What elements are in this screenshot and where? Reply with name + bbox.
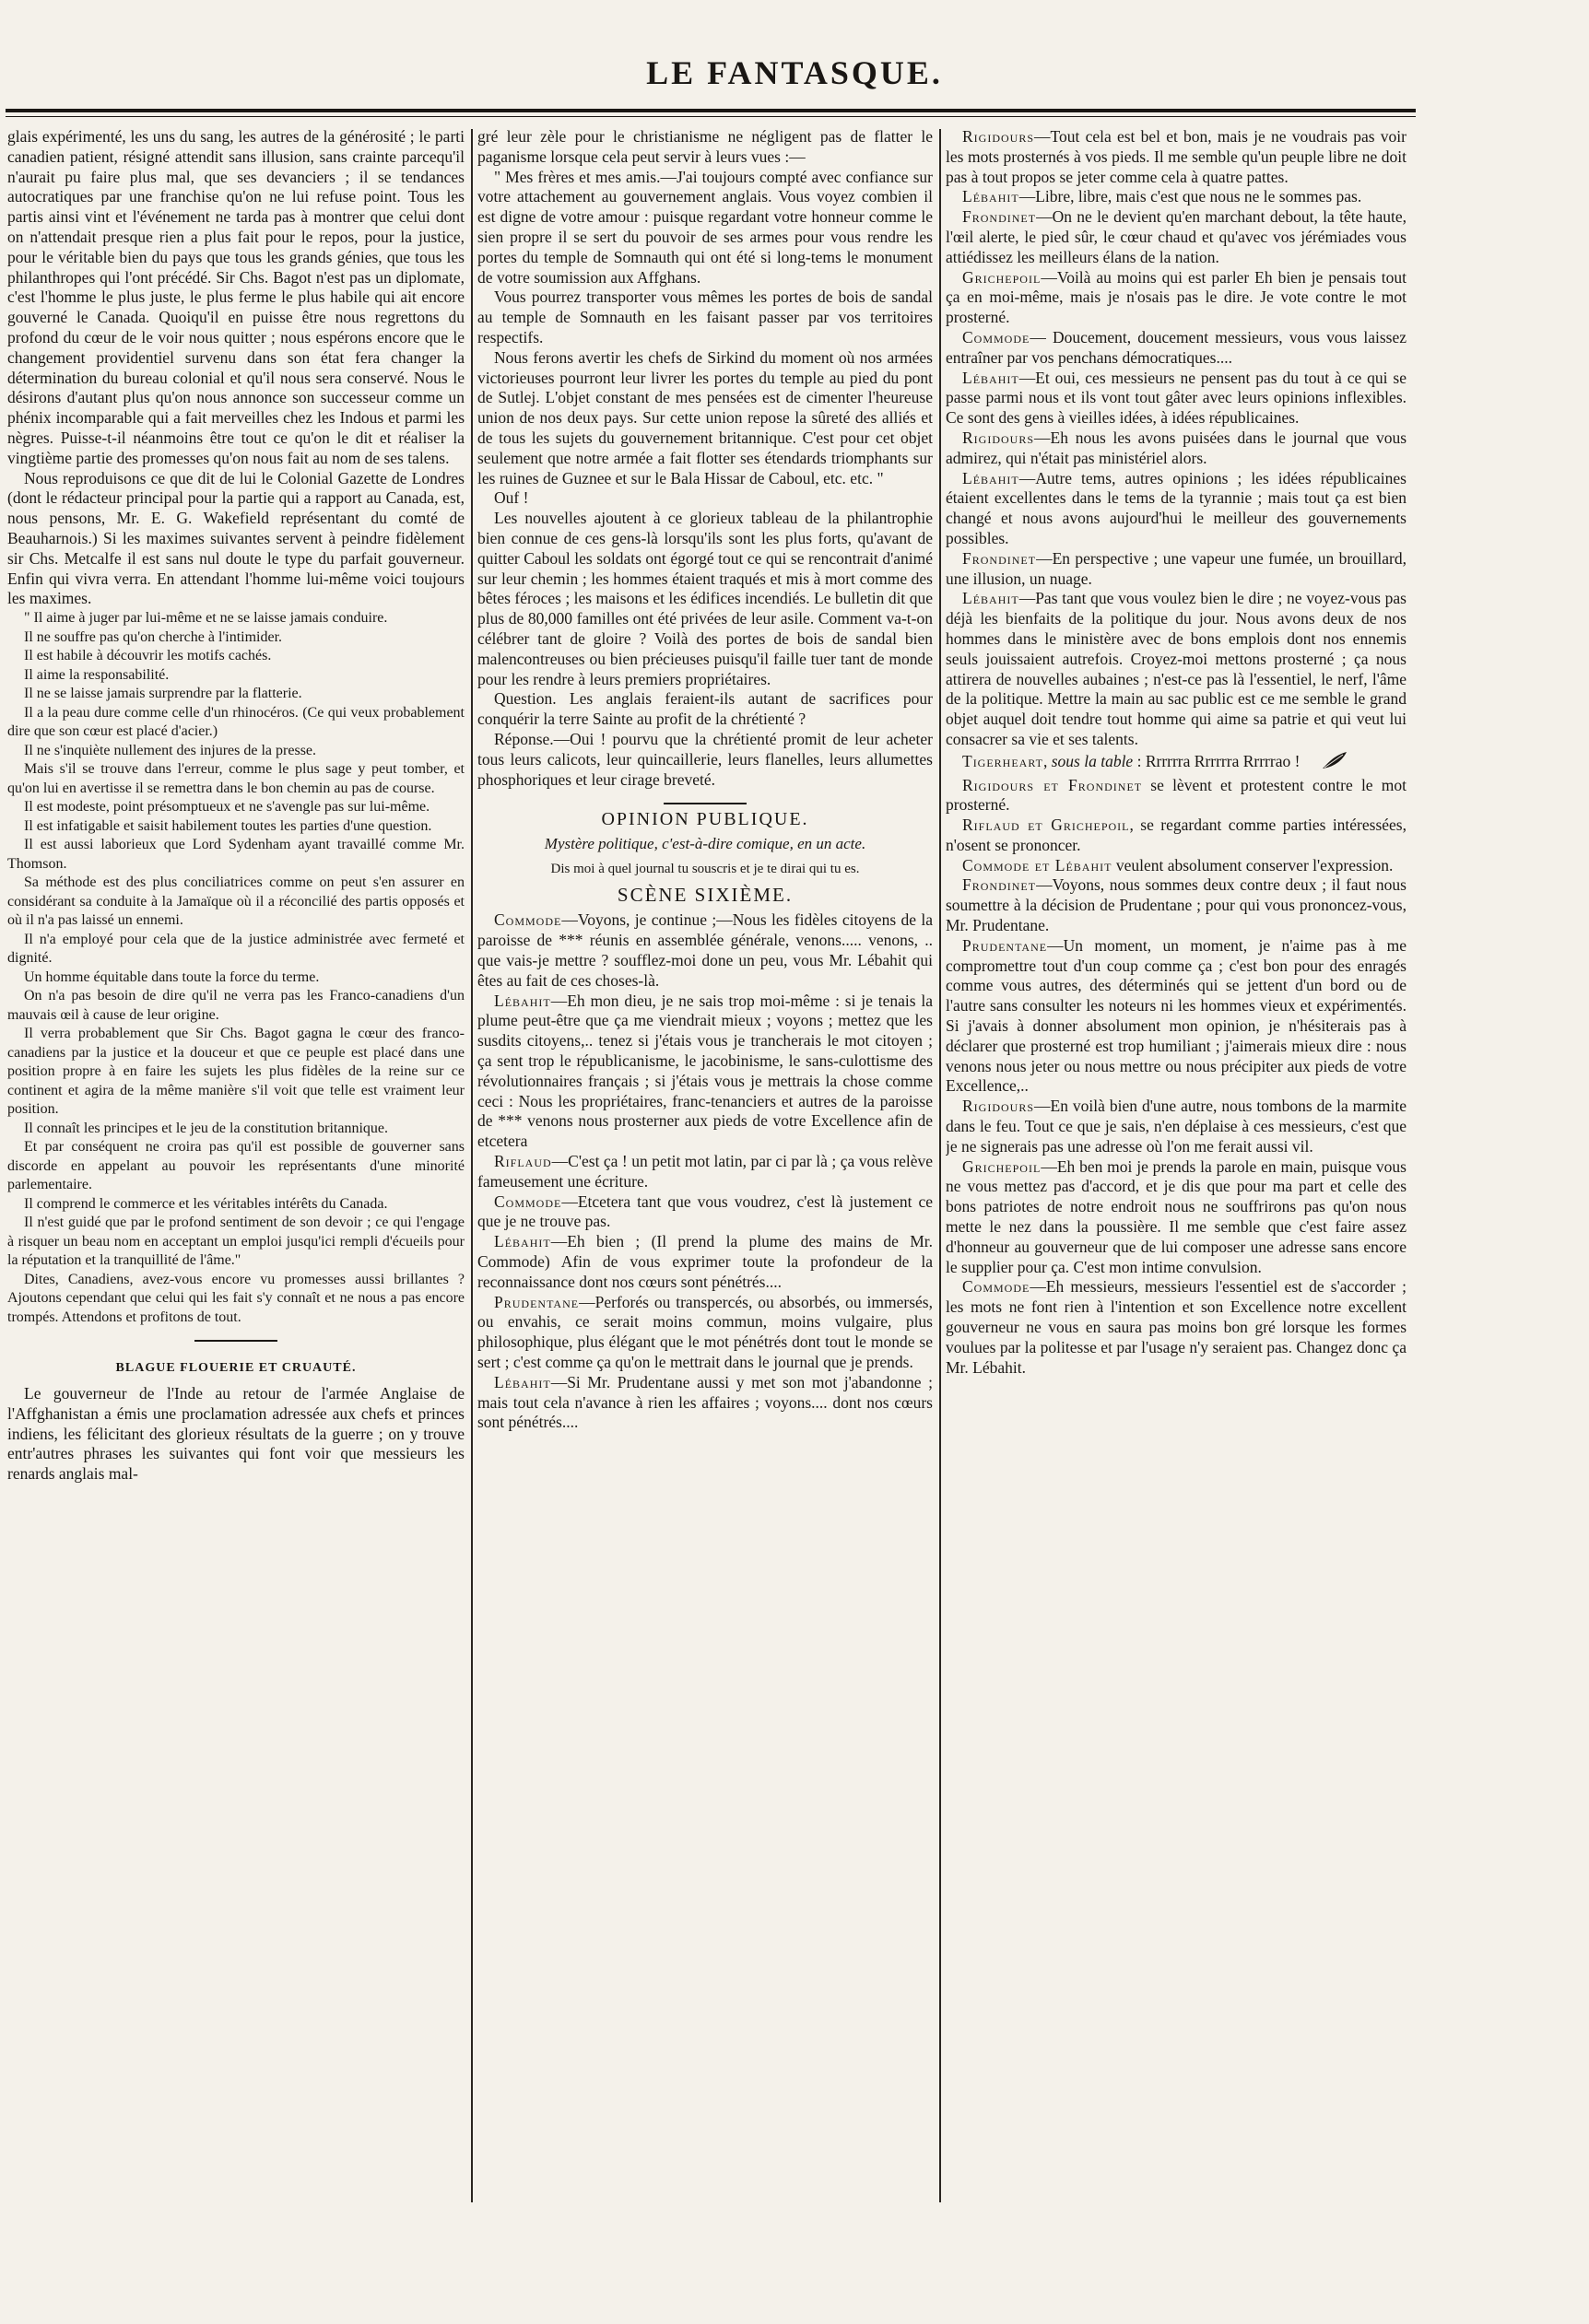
dialogue-text: —Libre, libre, mais c'est que nous ne le sommes pas. [1018, 187, 1362, 206]
maxim: Il n'est guidé que par le profond sentiment de son devoir ; ce qui l'engage à risquer un beau nom en acceptant un emploi jusqu'ici rempli d'écueils pour la réputation et la tranquillité de l'âme." [7, 1215, 465, 1269]
speaker-name: Lébahit [494, 991, 551, 1010]
speaker-name: Rigidours [962, 127, 1035, 146]
paragraph: Le gouverneur de l'Inde au retour de l'armée Anglaise de l'Affghanistan a émis une proclamation adressée aux chefs et princes indiens, les félicitant des glorieux résultats de la guerre ; on y trouve entr'autres phrases les suivantes qui font voir que messieurs les renards anglais mal- [7, 1383, 465, 1484]
maxim: Il connaît les principes et le jeu de la constitution britannique. [24, 1120, 388, 1136]
paragraph: " Mes frères et mes amis.—J'ai toujours compté avec confiance sur votre attachement au gouvernement anglais. Vous voyez combien il est digne de votre amour : puisque regardant votre honneur comme le sien propre il se sert du pouvoir de ses armes pour vous rendre les portes du temple de Somnauth qui ont été si long-tems le monument de votre soumission aux Affghans. [477, 167, 933, 287]
dialogue-line [477, 910, 933, 991]
paragraph: Réponse.—Oui ! pourvu que la chrétienté promit de leur acheter tous leurs calicots, leur quincaillerie, leurs flanelles, leurs allumettes phosphoriques et leur cirage breveté. [477, 729, 933, 789]
paragraph: glais expérimenté, les uns du sang, les autres de la générosité ; le parti canadien patient, résigné attendit sans illusion, sans crainte parcequ'il n'aurait pu faire plus mal, que ses devanciers ; il se tendances autocratiques par une franchise qu'on ne lui refuse point. Tous les partis ainsi vint et l'événement ne tarda pas à montrer que celui dont on n'attendait presque rien a plus fait pour le repos, pour la justice, pour le véritable bien du pays que tous les grands génies, que tous les philanthropes qui l'ont précédé. Sir Chs. Bagot n'est pas un diplomate, c'est l'homme le plus juste, le plus ferme le plus habile qui ait encore gouverné le Canada. Quoiqu'il en puisse être nous regrettons du profond du cœur de le voir nous quitter ; nous espérons encore que le changement providentiel survenu dans son état fera changer la détermination du bureau colonial et qu'il nous sera conservé. Nous le désirons d'autant plus qu'on nous annonce son successeur comme un phénix incomparable qui a fait merveilles chez les Indous et parmi les nègres. Puisse-t-il néanmoins être tout ce qu'on le dit et réaliser la vingtième partie des promesses qu'on nous fait au nom de ses talens. [7, 127, 465, 467]
dialogue-text: —On ne le devient qu'en marchant debout, la tête haute, l'œil alerte, le pied sûr, le cœur chaud et qu'avec vos jérémiades vous attiédissez les meilleurs élans de la nation. [946, 207, 1407, 266]
speaker-name: Commode et Lébahit [962, 855, 1112, 874]
dialogue-line [946, 469, 1407, 549]
speaker-name: Lébahit [962, 468, 1019, 487]
speaker-name: Riflaud [494, 1152, 552, 1171]
maxim: Mais s'il se trouve dans l'erreur, comme le plus sage y peut tomber, et qu'on lui en avertisse il se remettra dans le bon chemin au pas de course. [7, 761, 465, 796]
maxim: Sa méthode est des plus conciliatrices comme on peut s'en assurer en considérant sa conduite à la Jamaïque où il a réconcilié des partis opposés et où il n'a pas laissé un ennemi. [7, 874, 465, 929]
dialogue-text: —C'est ça ! un petit mot latin, par ci par là ; ça vous relève fameusement une écriture. [477, 1152, 933, 1191]
dialogue-line [477, 1373, 933, 1433]
opinion-title: OPINION PUBLIQUE. [601, 809, 809, 830]
dialogue-text: —Tout cela est bel et bon, mais je ne voudrais pas voir les mots prosternés à vos pieds. Il me semble qu'un peuple libre ne doit pas à tout propos se jeter comme cela à quatre pattes. [946, 127, 1407, 186]
dialogue-text: —Un moment, un moment, je n'aime pas à me compromettre tout d'un coup comme ça ; c'est bon pour des enragés comme vous autres, des déterminés qui se jettent d'un bord ou de l'autre sans consulter les noteurs ni les hommes vieux et expérimentés. Si j'avais à donner absolument mon opinion, je n'hésiterais pas à déclarer que prosterné est trop humiliant ; j'aimerais mieux dire : nous venons nous jeter ou nous mettre ou nous précipiter aux pieds de votre Excellence,.. [946, 935, 1407, 1096]
dialogue-line [946, 1277, 1407, 1378]
dialogue-line [946, 428, 1407, 469]
maxim: Il ne s'inquiète nullement des injures de la presse. [24, 742, 317, 758]
stage-direction: sous la table [1051, 751, 1134, 770]
epigraph: Dis moi à quel journal tu souscris et je te dirai qui tu es. [550, 861, 860, 876]
leaf-ornament-icon [1304, 750, 1348, 776]
speaker-name: Lébahit [962, 368, 1019, 387]
dialogue-line [946, 875, 1407, 935]
dialogue-text: —Eh nous les avons puisées dans le journal que vous admirez, qui n'était pas ministériel alors. [946, 428, 1407, 467]
dialogue-line [946, 776, 1407, 816]
speaker-name: Prudentane [962, 935, 1048, 955]
maxim: Il verra probablement que Sir Chs. Bagot gagna le cœur des franco-canadiens par la justice et la douceur et que ce peuple est placé dans une position propre à en faire les sujets les plus fidèles de la reine sur ce continent et agira de la même manière s'il voit que telle est vraiment leur position. [7, 1026, 465, 1118]
dialogue-text: —Perforés ou transpercés, ou absorbés, ou immersés, ou envahis, ce serait moins commun, moins vulgaire, plus philosophique, plus élégant que le mot pénétrés dont tout le monde se sert ; c'est comme ça qu'on le mettrait dans le journal que je prends. [477, 1292, 933, 1372]
speaker-name: Riflaud et Grichepoil [962, 816, 1130, 835]
dialogue-text: —Voyons, je continue ;—Nous les fidèles citoyens de la paroisse de *** réunis en assemblée générale, venons..... venons, .. que vais-je mettre ? soufflez-moi done un peu, vous Mr. Lébahit qui êtes au fait de ces choses-là. [477, 910, 933, 990]
speaker-name: Rigidours [962, 428, 1035, 447]
dialogue-line [946, 1097, 1407, 1156]
section-rule [194, 1340, 277, 1342]
dialogue-text: : Rrrrrra Rrrrrra Rrrrrao ! [1133, 751, 1301, 770]
speaker-name: Commode [494, 1191, 562, 1211]
dialogue-line [946, 1157, 1407, 1278]
speaker-name: Lébahit [494, 1232, 551, 1251]
dialogue-text: —Eh bien ; (Il prend la plume des mains de Mr. Commode) Afin de vous exprimer toute la profondeur de la reconnaissance dont nos cœurs sont pénétrés.... [477, 1232, 933, 1291]
speaker-name: Rigidours [962, 1097, 1035, 1116]
dialogue-line [946, 127, 1407, 187]
paragraph: Ouf ! [494, 488, 529, 508]
maxim: Il a la peau dure comme celle d'un rhinocéros. (Ce qui veux probablement dire que son cœur est placé d'acier.) [7, 704, 465, 740]
paragraph: Vous pourrez transporter vous mêmes les portes de bois de sandal au temple de Somnauth en les faisant passer par vos territoires respectifs. [477, 288, 933, 346]
section-rule [664, 803, 747, 804]
column-1 [7, 127, 465, 2191]
dialogue-text: —Eh mon dieu, je ne sais trop moi-même : si je tenais la plume peut-être que ça me viendrait mieux ; voyons ; mettez que les susdits citoyens,.. tenez si j'étais vous je trancherais le mot citoyen ; ça sent trop le républicanisme, le jacobinisme, le sans-culottisme des révolutionnaires français ; si j'étais vous je mettrais la chose comme ceci : Nous les propriétaires, franc-tenanciers et autres de la paroisse de *** venons nous prosterner aux pieds de votre Excellence afin de etcetera [477, 991, 933, 1151]
speaker-name: Frondinet [962, 207, 1037, 227]
dialogue-text: veulent absolument conserver l'expression. [1112, 855, 1394, 874]
dialogue-text: —Si Mr. Prudentane aussi y met son mot j'abandonne ; mais tout cela n'avance à rien les affaires ; voyons.... dont nos cœurs sont pénétrés.... [477, 1372, 933, 1432]
speaker-name: Frondinet [962, 875, 1037, 895]
speaker-name: Tigerheart [962, 751, 1043, 770]
speaker-name: Grichepoil [962, 1156, 1042, 1176]
speaker-name: Commode [962, 327, 1030, 346]
dialogue-line [946, 187, 1407, 207]
column-2 [477, 127, 933, 2191]
masthead-rule-thin [6, 116, 1416, 117]
speaker-name: Prudentane [494, 1292, 580, 1311]
dialogue-line [477, 1152, 933, 1192]
speaker-name: Commode [494, 910, 562, 930]
dialogue-text: —En perspective ; une vapeur une fumée, un brouillard, une illusion, un nuage. [946, 548, 1407, 588]
dialogue-line [477, 992, 933, 1152]
dialogue-line [946, 328, 1407, 369]
dialogue-text: —Autre tems, autres opinions ; les idées républicaines étaient excellentes dans le tems de la tyrannie ; mais tout ça est bien changé et nous avons aujourd'hui le meilleur des gouvernements possibles. [946, 468, 1407, 547]
speaker-name: Lébahit [494, 1372, 551, 1391]
column-divider [471, 129, 473, 2202]
speaker-name: Rigidours et Frondinet [962, 775, 1143, 794]
maxim: Il aime la responsabilité. [24, 666, 170, 683]
scene-title: SCÈNE SIXIÈME. [617, 883, 794, 906]
dialogue-line [477, 1293, 933, 1373]
speaker-name: Lébahit [962, 187, 1019, 206]
dialogue-line [946, 207, 1407, 267]
speaker-name: Grichepoil [962, 267, 1042, 287]
maxim: Dites, Canadiens, avez-vous encore vu promesses aussi brillantes ? Ajoutons cependant que celui qui les fait s'y connaît et ne nous a pas encore trompés. Attendons et profitons de tout. [7, 1271, 465, 1325]
paragraph: Question. Les anglais feraient-ils autant de sacrifices pour conquérir la terre Sainte au profit de la chrétienté ? [477, 689, 933, 729]
maxim: Il est habile à découvrir les motifs cachés. [24, 648, 272, 664]
dialogue-text: , se regardant comme parties intéressées, n'osent se prononcer. [946, 816, 1407, 854]
maxim: Il est modeste, point présomptueux et ne s'avengle pas sur lui-même. [24, 799, 430, 816]
section-title: BLAGUE FLOUERIE ET CRUAUTÉ. [115, 1361, 357, 1376]
paragraph: Nous ferons avertir les chefs de Sirkind du moment où nos armées victorieuses pourront leur livrer les portes du temple au pied du pont de Sutlej. L'objet constant de mes pensées est de cimenter l'heureuse union de nos deux pays. Sur cette union repose la sûreté des alliés et de tous les sujets du gouvernement britannique. C'est pour cet objet seulement que notre armée a fait flotter ses étendards triomphants sur les ruines de Guznee et sur le Bala Hissar de Caboul, etc. etc. " [477, 347, 933, 487]
maxim: Il ne souffre pas qu'on cherche à l'intimider. [24, 628, 283, 645]
dialogue-text: —Etcetera tant que vous voudrez, c'est là justement ce que je ne trouve pas. [477, 1191, 933, 1231]
dialogue-line [946, 589, 1407, 749]
dialogue-text: —Voyons, nous sommes deux contre deux ; il faut nous soumettre à la décision de Prudentane ; pour qui vous prononcez-vous, Mr. Prudentane. [946, 875, 1407, 935]
maxims-list [7, 609, 465, 1327]
dialogue-text: se lèvent et protestent contre le mot prosterné. [946, 775, 1407, 815]
dialogue-line [946, 369, 1407, 428]
opinion-subtitle: Mystère politique, c'est-à-dire comique, en un acte. [544, 835, 866, 853]
maxim: Et par conséquent ne croira pas qu'il est possible de gouverner sans discorde en appelant au pouvoir les représentants d'une minorité parlementaire. [7, 1139, 465, 1193]
dialogue-line [477, 1232, 933, 1292]
dialogue-text: —Pas tant que vous voulez bien le dire ; ne voyez-vous pas déjà les bienfaits de la politique du jour. Nous avons deux de nos hommes dans le ministère avec de bons emplois dont nos ennemis seuls jouissaient autrefois. Croyez-moi mettons prosterné ; ça nous attirera de nouvelles aubaines ; n'est-ce pas là l'essentiel, le nerf, l'âme de la politique. Mettre la main au sac public est ce me semble le grand objet auquel doit tendre tout homme qui aime sa patrie et qui veut lui consacrer sa vie et ses talents. [946, 589, 1407, 748]
maxim: Il n'a employé pour cela que de la justice administrée avec fermeté et dignité. [7, 931, 465, 967]
maxim: Il ne se laisse jamais surprendre par la flatterie. [24, 686, 302, 702]
column-3 [946, 127, 1407, 2191]
speaker-name: Commode [962, 1277, 1030, 1297]
column-divider [939, 129, 941, 2202]
dialogue-line [946, 856, 1407, 876]
masthead-title: LE FANTASQUE. [646, 54, 943, 91]
dialogue-text: —Eh ben moi je prends la parole en main, puisque vous ne vous mettez pas d'accord, et je dis que pour ma part et celle des bons patriotes de notre endroit nous ne souffrirons pas qu'on nous mette le nez dans la poussière. Il me semble que c'est faire assez d'honneur au gouverneur que de lui composer une adresse sans encore le supplier pour ça. C'est mon intime convulsion. [946, 1156, 1407, 1276]
dialogue-line [946, 549, 1407, 590]
dialogue-line [946, 268, 1407, 328]
masthead-rule [6, 109, 1416, 112]
dialogue-text: —Et oui, ces messieurs ne pensent pas du tout à ce qui se passe parmi nous et ils vont tout gâter avec leurs opinions inflexibles. Ce sont des gens à vieilles idées, à idées républicaines. [946, 368, 1407, 428]
paragraph: gré leur zèle pour le christianisme ne négligent pas de flatter le paganisme lorsque cela peut servir à leurs vues :— [477, 127, 933, 166]
dialogue-text: —Eh messieurs, messieurs l'essentiel est de s'accorder ; les mots ne font rien à l'intention et son Excellence notre excellent gouverneur ne vous en saura pas moins bon gré lorsque les formes voulues par la politesse et par l'usage n'y seraient pas. Changez donc ça Mr. Lébahit. [946, 1277, 1407, 1377]
maxim: Il comprend le commerce et les véritables intérêts du Canada. [24, 1195, 388, 1212]
paragraph: Les nouvelles ajoutent à ce glorieux tableau de la philantrophie bien connue de ces gens-là lorsqu'ils sont les plus forts, qu'avant de quitter Caboul les soldats ont égorgé tout ce qui se rencontrait d'animé sur leur chemin ; les hommes étaient traqués et mis à mort comme des bêtes féroces ; les maisons et les édifices incendiés. Le bulletin dit que plus de 80,000 familles ont été privées de leur asile. Comment va-t-on célébrer tant de gloire ? Voilà des portes de bois de sandal bien malencontreuses ou bien précieuses puisqu'il faille tuer tant de monde pour les rendre à leurs premiers propriétaires. [477, 509, 933, 688]
maxim: Il est infatigable et saisit habilement toutes les parties d'une question. [24, 817, 432, 834]
dialogue-line [946, 936, 1407, 1097]
dialogue-line [477, 1192, 933, 1233]
maxim: Il est aussi laborieux que Lord Sydenham ayant travaillé comme Mr. Thomson. [7, 837, 465, 872]
maxim: On n'a pas besoin de dire qu'il ne verra pas les Franco-canadiens d'un mauvais œil à cause de leur origine. [7, 988, 465, 1023]
paragraph: Nous reproduisons ce que dit de lui le Colonial Gazette de Londres (dont le rédacteur principal pour la partie qui a rapport au Canada, est, nous pensons, Mr. E. G. Wakefield représentant du comté de Beauharnois.) Si les maximes suivantes servent à peindre fidèlement sir Chs. Metcalfe il est sans nul doute le type du parfait gouverneur. Enfin qui vivra verra. En attendant l'homme lui-même voici toujours les maximes. [7, 468, 465, 608]
dialogue-line [946, 816, 1407, 856]
maxim: Un homme équitable dans toute la force du terme. [24, 968, 320, 985]
speaker-name: Frondinet [962, 548, 1037, 568]
dialogue-text: —Voilà au moins qui est parler Eh bien je pensais tout ça en moi-même, mais je n'osais pas le dire. Je vote contre le mot prosterné. [946, 267, 1407, 327]
dialogue-text: —En voilà bien d'une autre, nous tombons de la marmite dans le feu. Tout ce que je sais, n'en déplaise à ces messieurs, c'est que je ne signerais pas une adresse où l'on me ferait aussi vil. [946, 1097, 1407, 1156]
dialogue-text: — Doucement, doucement messieurs, vous vous laissez entraîner par vos penchans démocratiques.... [946, 327, 1407, 367]
speaker-name: Lébahit [962, 589, 1019, 608]
maxim: " Il aime à juger par lui-même et ne se laisse jamais conduire. [24, 610, 388, 627]
dialogue-line: Tigerheart, sous la table : Rrrrrra Rrrrrra Rrrrrao ! [946, 750, 1407, 776]
